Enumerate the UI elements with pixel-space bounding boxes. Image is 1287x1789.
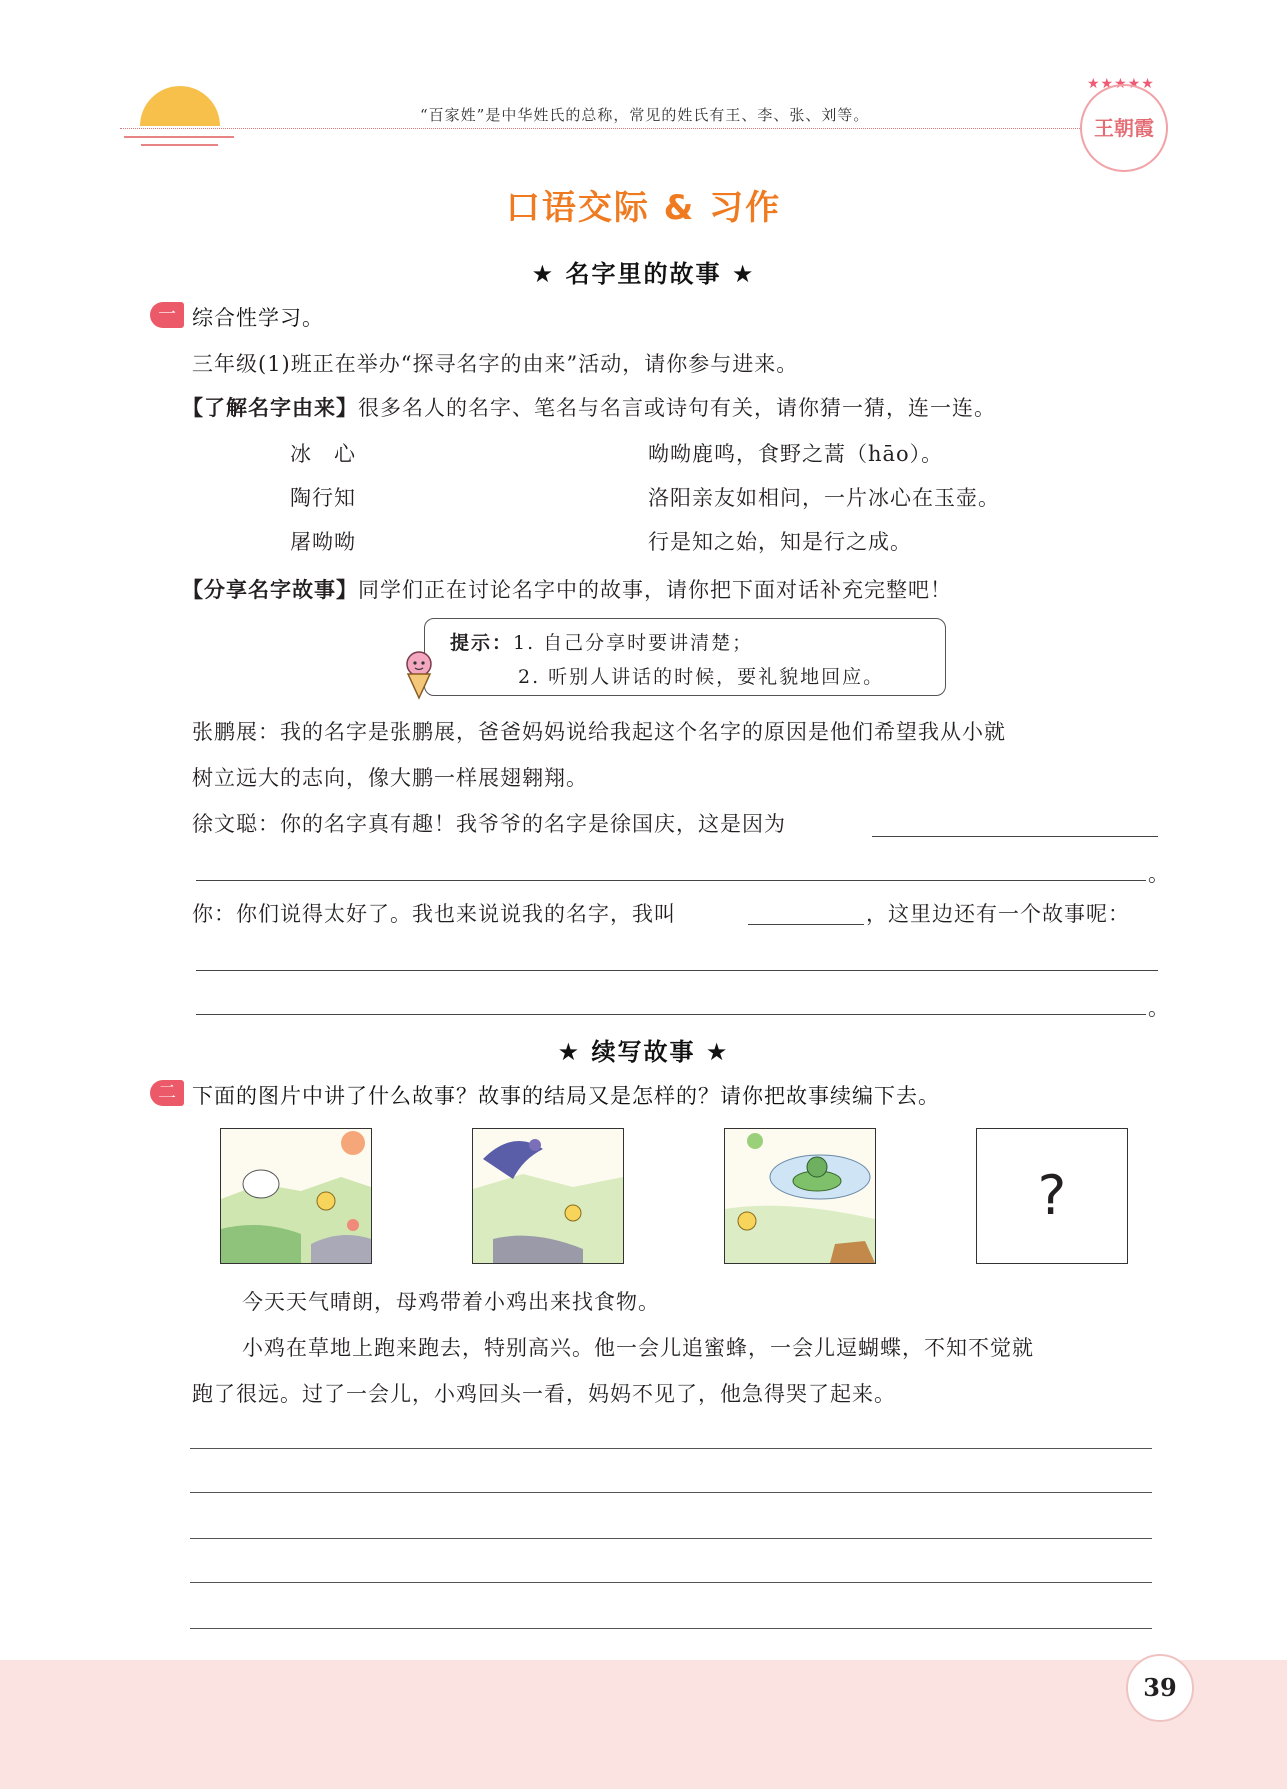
story-picture-unknown: ? — [976, 1128, 1128, 1264]
writing-line[interactable] — [190, 1628, 1152, 1629]
dialog-xu: 徐文聪：你的名字真有趣！我爷爷的名字是徐国庆，这是因为 — [192, 812, 786, 836]
footer-background — [0, 1660, 1287, 1789]
story-line-1: 今天天气晴朗，母鸡带着小鸡出来找食物。 — [242, 1290, 660, 1314]
section1-heading: 综合性学习。 — [192, 306, 324, 330]
section2-heading: 下面的图片中讲了什么故事？故事的结局又是怎样的？请你把故事续编下去。 — [192, 1084, 940, 1108]
answer-line[interactable] — [196, 970, 1158, 971]
hint-2: 2. 听别人讲话的时候，要礼貌地回应。 — [518, 666, 885, 688]
part1-instruction — [182, 392, 996, 422]
name-item[interactable]: 屠呦呦 — [290, 530, 356, 554]
dialog-you-end: ，这里边还有一个故事呢： — [866, 902, 1130, 926]
section1-intro: 三年级(1)班正在举办“探寻名字的由来”活动，请你参与进来。 — [192, 352, 799, 376]
hint-1: 1. 自己分享时要讲清楚； — [513, 632, 754, 654]
section2-marker: 二 — [150, 1080, 184, 1106]
hint-title: 提示： — [450, 632, 514, 654]
part2-text: 同学们正在讨论名字中的故事，请你把下面对话补充完整吧！ — [358, 578, 952, 602]
writing-line[interactable] — [190, 1448, 1152, 1449]
story-line-2: 小鸡在草地上跑来跑去，特别高兴。他一会儿追蜜蜂，一会儿逗蝴蝶，不知不觉就 — [242, 1336, 1034, 1360]
part1-label: 【了解名字由来】 — [182, 396, 358, 420]
name-blank[interactable] — [748, 924, 864, 925]
story-picture-1 — [220, 1128, 372, 1264]
header-note: “百家姓”是中华姓氏的总称，常见的姓氏有王、李、张、刘等。 — [420, 106, 870, 124]
name-item[interactable]: 陶行知 — [290, 486, 356, 510]
header-rule — [120, 128, 1080, 129]
page-number: 39 — [1126, 1654, 1194, 1722]
story-picture-3 — [724, 1128, 876, 1264]
dialog-zhang-line2: 树立远大的志向，像大鹏一样展翅翱翔。 — [192, 766, 588, 790]
sun-reflection-lines — [124, 130, 234, 152]
period-mark: 。 — [1148, 862, 1170, 886]
sun-illustration — [140, 86, 220, 126]
section1-marker: 一 — [150, 302, 184, 328]
story-picture-2 — [472, 1128, 624, 1264]
part1-text: 很多名人的名字、笔名与名言或诗句有关，请你猜一猜，连一连。 — [358, 396, 996, 420]
part2-instruction — [182, 574, 952, 604]
quote-item[interactable]: 洛阳亲友如相问，一片冰心在玉壶。 — [648, 486, 1000, 510]
answer-line[interactable] — [196, 880, 1146, 881]
writing-line[interactable] — [190, 1538, 1152, 1539]
writing-line[interactable] — [190, 1492, 1152, 1493]
quote-item[interactable]: 呦呦鹿鸣，食野之蒿（hāo）。 — [648, 442, 944, 466]
name-item[interactable]: 冰 心 — [290, 442, 356, 466]
part2-label: 【分享名字故事】 — [182, 578, 358, 602]
publisher-seal: 王朝霞 — [1080, 84, 1168, 172]
section1-subtitle: ★ 名字里的故事 ★ — [531, 260, 756, 288]
period-mark: 。 — [1148, 996, 1170, 1020]
answer-blank[interactable] — [872, 836, 1158, 837]
hint-line-1 — [450, 628, 753, 655]
page-title: 口语交际 & 习作 — [505, 188, 782, 228]
section2-subtitle: ★ 续写故事 ★ — [557, 1038, 730, 1066]
story-line-3: 跑了很远。过了一会儿，小鸡回头一看，妈妈不见了，他急得哭了起来。 — [192, 1382, 896, 1406]
answer-line[interactable] — [196, 1014, 1146, 1015]
dialog-zhang-line1: 张鹏展：我的名字是张鹏展，爸爸妈妈说给我起这个名字的原因是他们希望我从小就 — [192, 720, 1006, 744]
dialog-you-start: 你：你们说得太好了。我也来说说我的名字，我叫 — [192, 902, 676, 926]
quote-item[interactable]: 行是知之始，知是行之成。 — [648, 530, 912, 554]
ice-cream-icon — [402, 650, 436, 700]
writing-line[interactable] — [190, 1582, 1152, 1583]
seal-stars: ★★★★★ — [1087, 76, 1155, 92]
